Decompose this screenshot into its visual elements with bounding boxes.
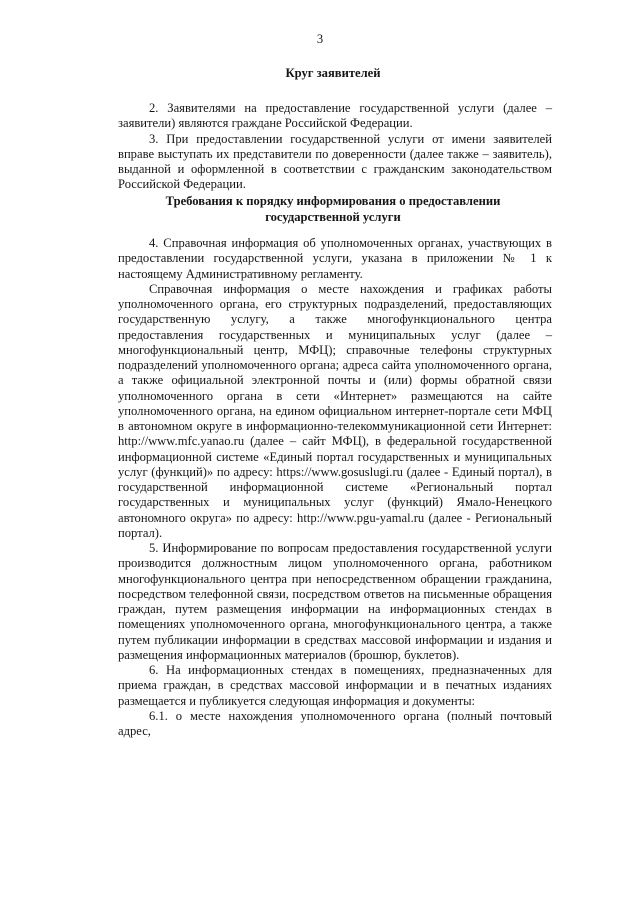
section-applicants-body — [118, 101, 552, 193]
paragraph: 2. Заявителями на предоставление государственной услуги (далее – заявители) являются граждане Российской Федерации. — [118, 101, 552, 131]
section-heading-informing: Требования к порядку информирования о предоставлении государственной услуги — [165, 194, 501, 224]
section-heading-applicants: Круг заявителей — [285, 66, 381, 80]
page-number: 3 — [316, 32, 324, 46]
section-informing-body — [118, 236, 552, 739]
paragraph: 5. Информирование по вопросам предоставления государственной услуги производится должностным лицом уполномоченного органа, работником многофункционального центра при непосредственном обращении гражданина, посредством телефонной связи, посредством ответов на письменные обращения граждан, путем размещения информации на информационных стендах в помещениях уполномоченного органа, многофункционального центра, а также путем публикации информации в средствах массовой информации и издания и размещения информационных материалов (брошюр, буклетов). — [118, 541, 552, 662]
paragraph: 6. На информационных стендах в помещениях, предназначенных для приема граждан, в средствах массовой информации и в печатных изданиях размещается и публикуется следующая информация и документы: — [118, 663, 552, 708]
paragraph: 3. При предоставлении государственной услуги от имени заявителей вправе выступать их представители по доверенности (далее также – заявитель), выданной и оформленной в соответствии с гражданским законодательством Российской Федерации. — [118, 131, 552, 192]
paragraph: Справочная информация о месте нахождения и графиках работы уполномоченного органа, его структурных подразделений, предоставляющих государственную услугу, а также многофункционального центра предоставления государственных и муниципальных услуг (далее – многофункциональный центр, МФЦ); справочные телефоны структурных подразделений уполномоченного органа; адреса сайта уполномоченного органа, а также официальной электронной почты и (или) формы обратной связи уполномоченного органа в сети «Интернет» размещаются на сайте уполномоченного органа, на едином официальном интернет-портале сети МФЦ в автономном округе в информационно-телекоммуникационной сети Интернет: http://www.mfc.yanao.ru (далее – сайт МФЦ), в федеральной государственной информационной системе «Единый портал государственных и муниципальных услуг (функций)» по адресу: https://www.gosuslugi.ru (далее - Единый портал), в государственной информационной системе «Региональный портал государственных и муниципальных услуг (функций) Ямало-Ненецкого автономного округа» по адресу: http://www.pgu-yamal.ru (далее - Региональный портал). — [118, 281, 552, 540]
paragraph: 4. Справочная информация об уполномоченных органах, участвующих в предоставлении государственной услуги, указана в приложении № 1 к настоящему Административному регламенту. — [118, 236, 552, 281]
paragraph: 6.1. о месте нахождения уполномоченного органа (полный почтовый адрес, — [118, 708, 552, 738]
